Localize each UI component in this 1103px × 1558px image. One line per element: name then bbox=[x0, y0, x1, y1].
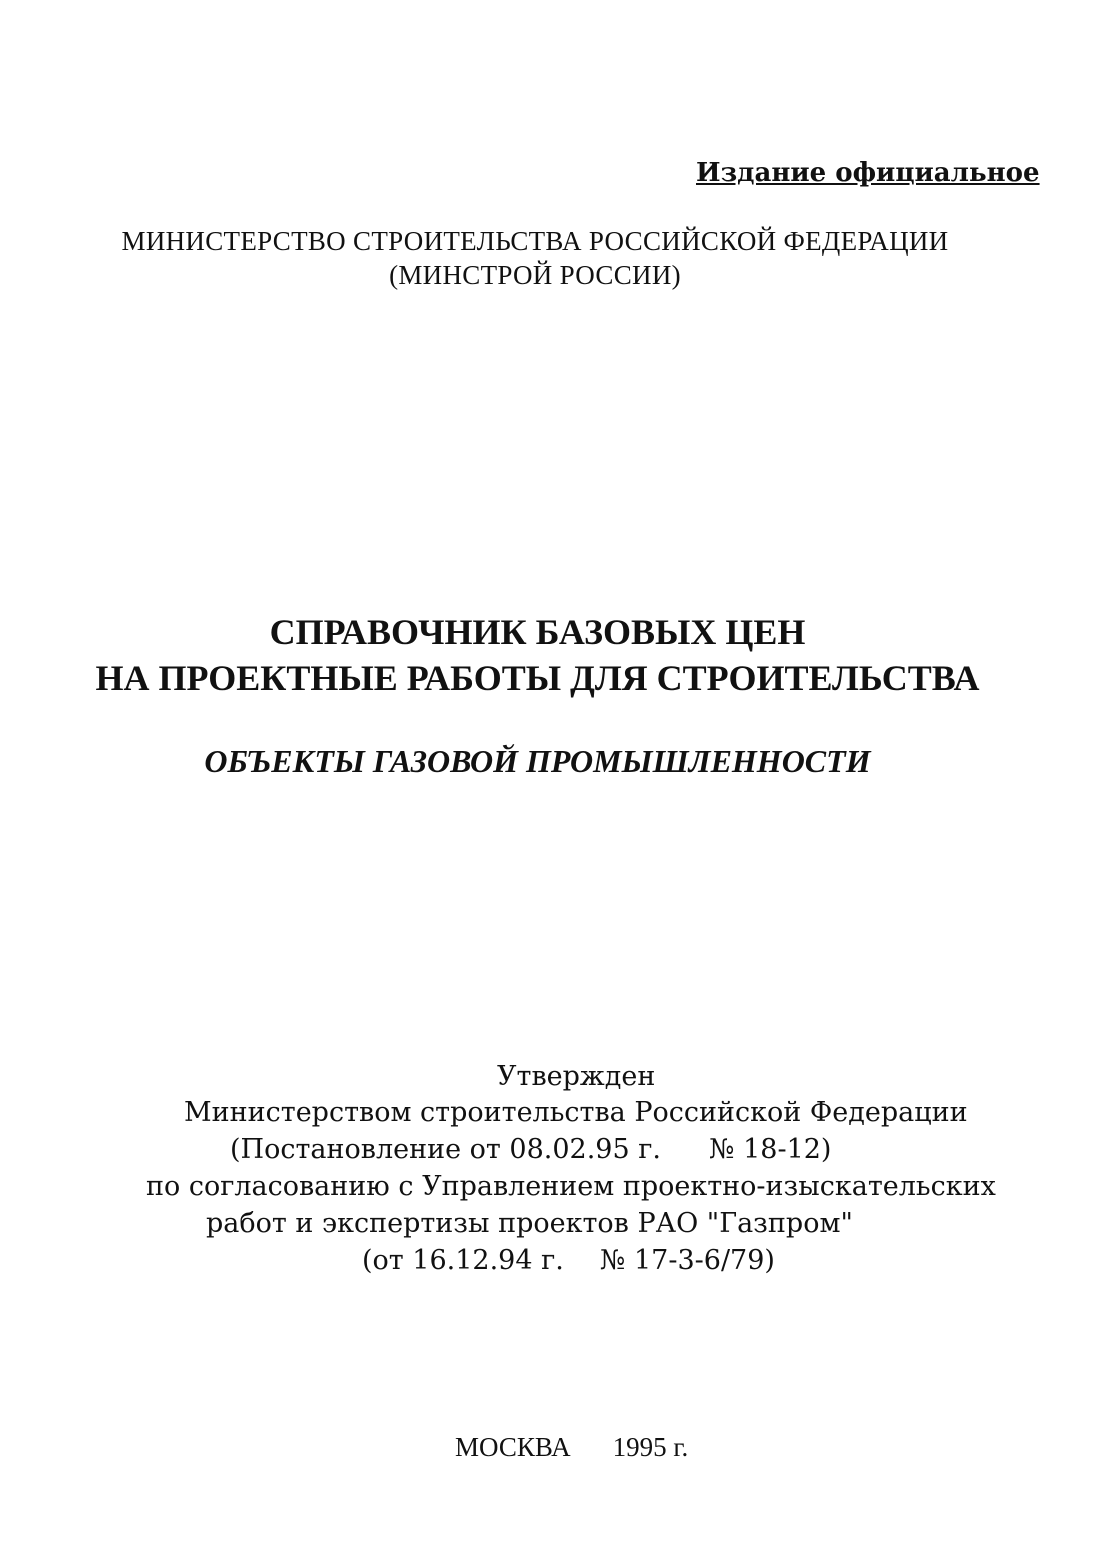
approval-agreement: по согласованию с Управлением проектно-изыскательских bbox=[146, 1171, 996, 1202]
publication-city: МОСКВА bbox=[455, 1432, 571, 1462]
document-title-line-2: НА ПРОЕКТНЫЕ РАБОТЫ ДЛЯ СТРОИТЕЛЬСТВА bbox=[95, 658, 980, 698]
agreement-date: (от 16.12.94 г. bbox=[362, 1245, 564, 1276]
decree-number: № 18-12) bbox=[708, 1134, 832, 1165]
approval-decree bbox=[230, 1136, 831, 1163]
approval-authority: Министерством строительства Российской Федерации bbox=[184, 1097, 968, 1128]
official-edition-label: Издание официальное bbox=[696, 158, 1040, 188]
approval-agreement-reference bbox=[362, 1247, 775, 1274]
publication-year: 1995 г. bbox=[612, 1432, 689, 1462]
document-subtitle: ОБЪЕКТЫ ГАЗОВОЙ ПРОМЫШЛЕННОСТИ bbox=[204, 743, 871, 779]
approval-heading: Утвержден bbox=[497, 1061, 656, 1092]
publication-imprint bbox=[455, 1434, 688, 1461]
document-title-line-1: СПРАВОЧНИК БАЗОВЫХ ЦЕН bbox=[269, 612, 806, 652]
ministry-abbreviation: (МИНСТРОЙ РОССИИ) bbox=[389, 260, 681, 290]
ministry-name: МИНИСТЕРСТВО СТРОИТЕЛЬСТВА РОССИЙСКОЙ ФЕДЕРАЦИИ bbox=[121, 226, 949, 256]
approval-agreement-continued: работ и экспертизы проектов РАО "Газпром" bbox=[206, 1208, 853, 1239]
decree-date: (Постановление от 08.02.95 г. bbox=[230, 1134, 661, 1165]
agreement-number: № 17-3-6/79) bbox=[599, 1245, 775, 1276]
